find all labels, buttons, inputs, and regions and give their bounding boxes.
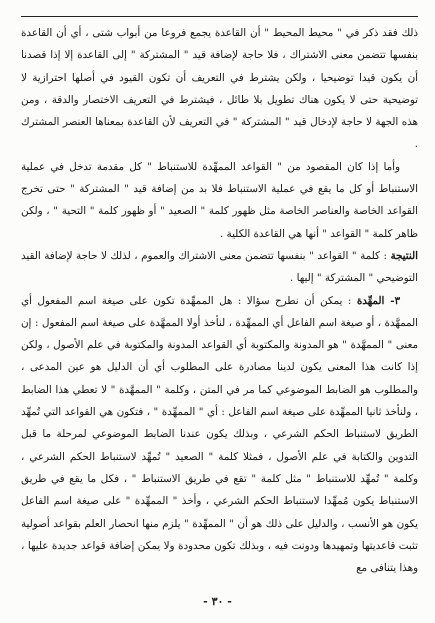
paragraph-1 — [21, 22, 418, 156]
conclusion-label: النتيجة — [390, 249, 418, 262]
paragraph-4 — [21, 290, 418, 580]
paragraph-4-text: : يمكن أن نطرح سؤالا : هل الممهِّدة تكون على صيغة اسم المفعول أي الممهَّدة ، أو صيغة اسم الفاعل أي الممهِّدة ، لنأخذ أولا الممهَّدة على صيغة اسم المفعول : إن معنى " الممهَّدة " هو المدونة والمكتوبة أي القواعد المدونة والمكتوبة في علم الأصول ، ولكن إذا كانت هذا المعنى يكون لدينا مصادرة على المطلوب أي أن الدليل هو عين المدعى ، والمطلوب هو الضابط الموضوعي كما مر في المتن ، وكلمة " الممهَّدة " لا تعطي هذا الضابط ، ولنأخذ ثانيا الممهِّدة على صيغة اسم الفاعل : أي " الممهِّدة " ، فتكون هي القواعد التي تُمهِّد الطريق لاستنباط الحكم الشرعي ، وبذلك يكون عندنا الضابط الموضوعي لمرحلة ما قبل التدوين والكتابة في علم الأصول ، فمثلا كلمة " الصعيد " تُمهِّد لاستنباط الحكم الشرعي ، وكلمة " تُمهِّد للاستنباط " مثل كلمة " تقع في طريق الاستنباط " ، فكل ما يقع في طريق الاستنباط يكون مُمهِّدا لاستنباط الحكم الشرعي ، وأخذ " الممهِّدة " على صيغة اسم الفاعل يكون هو الأنسب ، والدليل على ذلك هو أن " الممهِّدة " يلزم منها انحصار العلم بقواعد أصولية تثبت قاعديتها وتمهيدها ودونت فيه ، وبذلك تكون محدودة ولا يمكن إضافة قواعد جديدة عليها ، وهذا يتنافى مع — [21, 294, 418, 575]
paragraph-3-text: : كلمة " القواعد " بنفسها تتضمن معنى الاشتراك والعموم ، لذلك لا حاجة لإضافة القيد التوضيحي " المشتركة " إليها . — [21, 249, 418, 285]
paragraph-3 — [21, 245, 418, 290]
body-text — [21, 22, 418, 579]
paragraph-2-text: وأما إذا كان المقصود من " القواعد الممهِّدة للاستنباط " كل مقدمة تدخل في عملية الاستنباط أو كل ما يقع في عملية الاستنباط فلا بد من إضافة قيد " المشتركة " حتى تخرج القواعد الخاصة والعناصر الخاصة مثل ظهور كلمة " الصعيد " أو ظهور كلمة " التحية " ، ولكن ظاهر كلمة " القواعد " أنها هي القاعدة الكلية . — [21, 160, 418, 240]
header-rule — [21, 16, 418, 17]
section-3-label: ٣- المهِّدة — [356, 294, 400, 307]
page-number: - ٣٠ - — [203, 595, 232, 608]
paragraph-2 — [21, 156, 418, 245]
paragraph-1-text: ذلك فقد ذكر في " محيط المحيط " أن القاعدة يجمع فروعا من أبواب شتى ، أي أن القاعدة بنفسها تتضمن معنى الاشتراك ، فلا حاجة لإضافة قيد " المشتركة " إلى القاعدة إلا إذا قصدنا أن يكون قيدا توضيحيا ، ولكن يشترط في التعريف أن تكون القيود في أصلها احترازية لا توضيحية حتى لا يكون هناك تطويل بلا طائل ، فيشترط في التعريف الاختصار والدقة ، ومن هذه الجهة لا حاجة لإدخال قيد " المشتركة " في التعريف لأن القاعدة بمعناها العنصر المشترك . — [21, 27, 418, 151]
